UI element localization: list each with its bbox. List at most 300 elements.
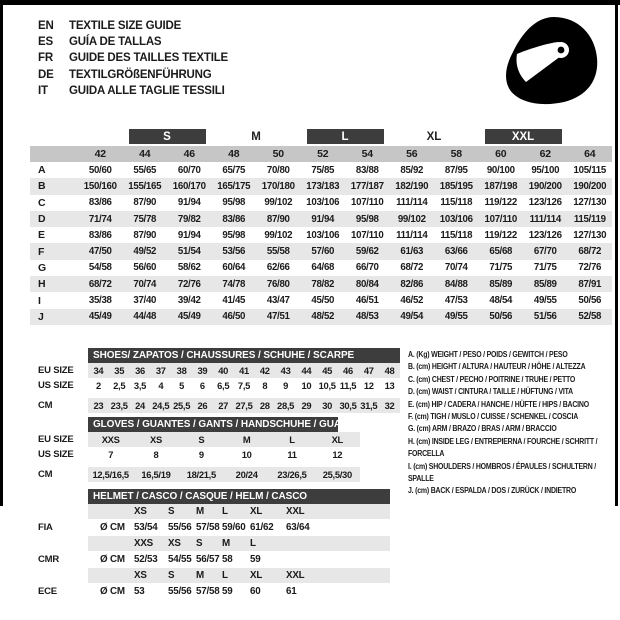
side-table-row — [38, 568, 390, 583]
side-table-cell: XS — [134, 570, 147, 581]
legend-entry: D. (cm) WAIST / CINTURA / TAILLE / HÜFTUNG / VITA — [408, 386, 573, 397]
size-band-s — [123, 129, 212, 144]
side-table-cell: L — [289, 434, 295, 445]
numeric-size-header-row — [30, 146, 612, 162]
measurement-row-d — [30, 211, 612, 227]
side-table-title-row — [38, 489, 390, 504]
side-table-cell: 7 — [108, 449, 114, 460]
side-table-row — [38, 432, 360, 447]
frame-left-line — [0, 0, 3, 506]
side-table-cell: 57/58 — [196, 586, 220, 597]
measurement-row-label: I — [38, 294, 41, 307]
measurement-value: 60/64 — [222, 262, 246, 274]
side-table-cell: 57/58 — [196, 522, 220, 533]
side-table-cell: 58 — [222, 554, 233, 565]
side-table-row-label: CM — [38, 469, 53, 480]
measurement-row-label: F — [38, 245, 45, 258]
side-table-row-label: FIA — [38, 522, 53, 533]
side-table-cell: XXL — [286, 506, 305, 517]
side-table-cell: 32 — [384, 400, 395, 411]
measurement-row-g — [30, 260, 612, 276]
side-table-cell: 9 — [198, 449, 204, 460]
measurement-value: 58/62 — [177, 262, 201, 274]
side-table-row-values — [88, 536, 390, 551]
measurement-value: 99/102 — [264, 229, 293, 241]
side-table-cell: 52/53 — [134, 554, 158, 565]
side-table-cell: 25,5/30 — [322, 469, 352, 480]
measurement-value: 68/72 — [578, 246, 602, 258]
size-band-label: XL — [426, 130, 442, 143]
measurement-value: 99/102 — [264, 197, 293, 209]
measurement-value: 107/110 — [351, 197, 384, 209]
side-table-cell: 35 — [114, 365, 125, 376]
size-band-label: M — [251, 130, 261, 143]
measurement-value: 170/180 — [261, 180, 295, 192]
size-band-xxl — [479, 129, 568, 144]
measurement-value: 91/94 — [177, 197, 201, 209]
measurement-value: 85/92 — [400, 164, 424, 176]
side-table-cell: 8 — [153, 449, 159, 460]
language-title: GUIDE DES TAILLES TEXTILE — [69, 52, 228, 65]
language-row-es — [38, 34, 228, 50]
side-table-cell: 53 — [134, 586, 145, 597]
measurement-value: 78/82 — [311, 278, 335, 290]
size-band-label: S — [129, 129, 206, 144]
side-table-cell: XS — [150, 434, 162, 445]
measurement-row-label: B — [38, 180, 46, 193]
side-table-cell: XL — [250, 506, 263, 517]
side-table-cell: 6,5 — [217, 380, 230, 391]
side-table-cell: 12 — [332, 449, 343, 460]
measurement-value: 87/90 — [133, 197, 157, 209]
numeric-size-label: 62 — [539, 148, 551, 160]
measurement-value: 111/114 — [529, 213, 561, 225]
side-table-row-values — [88, 519, 390, 536]
side-table-cell: 18/21,5 — [186, 469, 216, 480]
side-table-row — [38, 363, 400, 378]
measurement-value: 53/56 — [222, 246, 246, 258]
measurement-value: 75/85 — [311, 164, 335, 176]
side-table-cell: 4 — [158, 380, 164, 391]
side-table-cell: 63/64 — [286, 522, 310, 533]
measurement-value: 49/55 — [444, 311, 468, 323]
measurement-value: 90/100 — [486, 164, 515, 176]
language-code: FR — [38, 52, 53, 65]
side-table-cell: L — [222, 570, 228, 581]
measurement-value: 46/50 — [222, 311, 246, 323]
language-row-it — [38, 83, 228, 99]
measurement-value: 95/100 — [531, 164, 560, 176]
side-table-row — [38, 378, 400, 393]
language-title: TEXTILE SIZE GUIDE — [69, 20, 182, 32]
measurement-value: 74/78 — [222, 278, 246, 290]
measurement-value: 65/75 — [222, 164, 246, 176]
measurement-value: 119/122 — [484, 229, 517, 241]
side-table-cell: 60 — [250, 586, 261, 597]
measurement-value: 87/90 — [266, 213, 290, 225]
side-table-cell: XXS — [134, 538, 154, 549]
side-table-cell: Ø CM — [100, 522, 125, 533]
side-table-row-values — [88, 363, 400, 378]
side-table-cell: 12,5/16,5 — [92, 469, 129, 480]
measurement-row-label: A — [38, 164, 46, 177]
side-table-row-values — [88, 398, 400, 413]
numeric-size-label: 52 — [317, 148, 329, 160]
size-band-empty — [568, 129, 613, 144]
side-table-row-values — [88, 467, 360, 482]
side-table-row-label: ECE — [38, 586, 57, 597]
frame-top-bar — [0, 0, 620, 5]
measurement-value: 49/54 — [400, 311, 424, 323]
side-table-row — [38, 467, 360, 482]
side-table-cell: 26 — [197, 400, 208, 411]
side-table-cell: 8 — [262, 380, 268, 391]
measurement-value: 49/52 — [133, 246, 157, 258]
side-table-cell: S — [168, 570, 175, 581]
measurement-value: 127/130 — [573, 197, 607, 209]
numeric-size-label: 54 — [361, 148, 373, 160]
side-table-cell: 27,5 — [235, 400, 253, 411]
side-table-row-label: US SIZE — [38, 380, 74, 391]
side-table-cell: 56/57 — [196, 554, 220, 565]
racing-helmet-icon — [500, 14, 600, 115]
measurement-row-c — [30, 195, 612, 211]
measurement-value: 39/42 — [177, 295, 201, 307]
side-table-cell: 10,5 — [318, 380, 336, 391]
side-table-cell: Ø CM — [100, 586, 125, 597]
side-table-cell: 12 — [363, 380, 374, 391]
measurement-value: 68/72 — [400, 262, 424, 274]
side-table-cell: 9 — [283, 380, 289, 391]
side-table-cell: 61/62 — [250, 522, 274, 533]
numeric-size-label: 48 — [228, 148, 240, 160]
side-table-cell: 54/55 — [168, 554, 192, 565]
measurement-value: 83/86 — [88, 229, 112, 241]
measurement-value: 56/60 — [133, 262, 157, 274]
measurement-value: 70/74 — [444, 262, 468, 274]
side-table-cell: M — [242, 434, 251, 445]
numeric-size-label: 50 — [272, 148, 284, 160]
side-table-row-values — [88, 378, 400, 393]
measurement-value: 85/89 — [489, 278, 513, 290]
measurement-value: 50/56 — [489, 311, 513, 323]
side-table-cell: 48 — [384, 365, 395, 376]
measurement-value: 182/190 — [395, 180, 429, 192]
measurement-value: 66/70 — [355, 262, 379, 274]
side-table-cell: M — [196, 506, 204, 517]
legend-entry: C. (cm) CHEST / PECHO / POITRINE / TRUHE / PETTO — [408, 373, 576, 384]
measurement-value: 91/94 — [177, 229, 201, 241]
side-table-title: SHOES/ ZAPATOS / CHAUSSURES / SCHUHE / SCARPE — [88, 348, 400, 363]
side-table-cell: M — [196, 570, 204, 581]
measurement-value: 55/65 — [133, 164, 157, 176]
language-title: TEXTILGRÖßENFÜHRUNG — [69, 68, 212, 81]
band-spacer — [30, 129, 78, 144]
side-table-cell: 5 — [179, 380, 185, 391]
side-table-row-values — [88, 504, 390, 519]
measurement-value: 72/76 — [177, 278, 201, 290]
side-table-cell: 31,5 — [360, 400, 378, 411]
legend-entry: J. (cm) BACK / ESPALDA / DOS / ZURÜCK / INDIETRO — [408, 485, 577, 496]
measurement-value: 45/50 — [311, 295, 335, 307]
language-title: GUIDA ALLE TAGLIE TESSILI — [69, 84, 225, 97]
measurement-value: 99/102 — [397, 213, 426, 225]
measurement-value: 87/95 — [444, 164, 468, 176]
side-table-cell: 10 — [241, 449, 252, 460]
legend-entry: B. (cm) HEIGHT / ALTURA / HAUTEUR / HÖHE / ALTEZZA — [408, 361, 586, 372]
side-table-row-values — [88, 583, 390, 600]
measurement-value: 187/198 — [484, 180, 518, 192]
measurement-value: 48/52 — [311, 311, 335, 323]
measurement-value: 173/183 — [306, 180, 340, 192]
measurement-value: 59/62 — [355, 246, 379, 258]
legend-entry: A. (Kg) WEIGHT / PESO / POIDS / GEWITCH / PESO — [408, 349, 568, 359]
textile-size-table — [30, 129, 612, 325]
side-table-cell: 13 — [384, 380, 395, 391]
legend-entry: H. (cm) INSIDE LEG / ENTREPIERNA / FOURCHE / SCHRITT / FORCELLA — [408, 435, 598, 459]
side-table-cell: 61 — [286, 586, 297, 597]
measurement-value: 111/114 — [396, 229, 428, 241]
measurement-value: 160/170 — [172, 180, 206, 192]
measurement-value: 47/50 — [88, 246, 112, 258]
side-table-cell: 29 — [301, 400, 312, 411]
side-table-row-values — [88, 568, 390, 583]
numeric-size-label: 42 — [94, 148, 106, 160]
measurement-value: 71/75 — [489, 262, 513, 274]
measurement-value: 83/86 — [222, 213, 246, 225]
side-table-cell: 24 — [135, 400, 145, 411]
side-table-cell: 59 — [250, 554, 261, 565]
language-title: GUÍA DE TALLAS — [69, 36, 162, 49]
side-table-cell: 53/54 — [134, 522, 158, 533]
measurement-value: 103/106 — [306, 197, 340, 209]
legend-entry: E. (cm) HIP / CADERA / HANCHE / HÜFTE / HIPS / BACINO — [408, 398, 589, 409]
side-table-cell: 11 — [287, 449, 297, 460]
measurement-row-a — [30, 162, 612, 178]
side-table-cell: 36 — [135, 365, 145, 376]
measurement-value: 47/51 — [266, 311, 290, 323]
side-table-cell: 10 — [301, 380, 312, 391]
side-table-cell: 34 — [93, 365, 104, 376]
side-table-row-values — [88, 551, 390, 568]
side-table-row-values — [88, 447, 360, 462]
measurement-value: 37/40 — [133, 295, 157, 307]
language-row-de — [38, 67, 228, 83]
measurement-value: 82/86 — [400, 278, 424, 290]
measurement-value: 45/49 — [177, 311, 201, 323]
side-table-title-row — [38, 417, 360, 432]
side-table-row — [38, 551, 390, 568]
size-band-empty — [78, 129, 123, 144]
side-table-cell: 23,5 — [110, 400, 128, 411]
measurement-row-h — [30, 276, 612, 292]
numeric-size-label: 44 — [139, 148, 151, 160]
measurement-value: 72/76 — [578, 262, 602, 274]
side-table-cell: XL — [250, 570, 263, 581]
measurement-value: 79/82 — [177, 213, 201, 225]
measurement-row-j — [30, 309, 612, 325]
measurement-value: 115/119 — [573, 213, 606, 225]
side-table-row-label: CM — [38, 400, 53, 411]
measurement-value: 67/70 — [533, 246, 557, 258]
measurement-value: 165/175 — [217, 180, 251, 192]
measurement-value: 76/80 — [266, 278, 290, 290]
side-table-cell: 43 — [280, 365, 291, 376]
size-band-m — [212, 129, 301, 144]
side-table-cell: 44 — [301, 365, 312, 376]
language-code: EN — [38, 20, 54, 32]
measurement-value: 48/54 — [489, 295, 513, 307]
side-table-row — [38, 504, 390, 519]
side-table-cell: 30,5 — [339, 400, 357, 411]
measurement-row-label: G — [38, 261, 47, 274]
measurement-value: 50/56 — [578, 295, 602, 307]
measurement-value: 64/68 — [311, 262, 335, 274]
measurement-row-b — [30, 178, 612, 194]
language-row-en — [38, 18, 228, 34]
measurement-value: 54/58 — [88, 262, 112, 274]
measurement-value: 84/88 — [444, 278, 468, 290]
side-table-cell: 42 — [259, 365, 270, 376]
gloves-size-table — [38, 417, 360, 482]
side-table-cell: 59/60 — [222, 522, 246, 533]
measurement-value: 155/165 — [128, 180, 162, 192]
measurement-row-e — [30, 227, 612, 243]
measurement-value: 61/63 — [400, 246, 424, 258]
measurement-value: 95/98 — [355, 213, 379, 225]
measurement-value: 85/89 — [533, 278, 557, 290]
measurement-value: 107/110 — [351, 229, 384, 241]
side-table-row — [38, 536, 390, 551]
measurement-value: 71/75 — [533, 262, 557, 274]
side-table-cell: 39 — [197, 365, 208, 376]
side-table-title: GLOVES / GUANTES / GANTS / HANDSCHUHE / GUANTI — [88, 417, 338, 432]
measurement-value: 83/86 — [88, 197, 112, 209]
measurement-value: 75/78 — [133, 213, 157, 225]
measurement-row-i — [30, 292, 612, 308]
side-table-cell: XS — [134, 506, 147, 517]
measurement-value: 62/66 — [266, 262, 290, 274]
measurement-row-label: E — [38, 229, 46, 242]
measurement-value: 111/114 — [396, 197, 428, 209]
measurement-value: 51/54 — [177, 246, 201, 258]
measurement-value: 190/200 — [528, 180, 562, 192]
measurement-value: 190/200 — [573, 180, 607, 192]
measurement-value: 107/110 — [484, 213, 517, 225]
measurement-value: 51/56 — [533, 311, 557, 323]
side-table-cell: 45 — [322, 365, 333, 376]
side-table-row-label: EU SIZE — [38, 365, 74, 376]
measurement-value: 46/51 — [355, 295, 379, 307]
measurement-value: 70/80 — [266, 164, 290, 176]
side-table-cell: 28,5 — [277, 400, 295, 411]
measurement-row-label: J — [38, 310, 44, 323]
measurement-row-label: C — [38, 196, 46, 209]
side-table-row-label: EU SIZE — [38, 434, 74, 445]
side-table-cell: 55/56 — [168, 586, 192, 597]
measurement-value: 127/130 — [573, 229, 607, 241]
side-table-cell: 3,5 — [133, 380, 147, 391]
side-table-cell: S — [198, 434, 205, 445]
shoes-size-table — [38, 348, 400, 413]
measurement-value: 87/91 — [578, 278, 602, 290]
side-table-cell: 47 — [363, 365, 374, 376]
measurement-value: 87/90 — [133, 229, 157, 241]
language-code: IT — [38, 84, 48, 97]
side-table-cell: 23 — [93, 400, 104, 411]
side-table-row — [38, 519, 390, 536]
measurement-value: 52/58 — [578, 311, 602, 323]
measurement-value: 95/98 — [222, 229, 246, 241]
size-band-label: L — [307, 129, 384, 144]
measurement-value: 55/58 — [266, 246, 290, 258]
measurement-value: 95/98 — [222, 197, 246, 209]
side-table-cell: 41 — [239, 365, 249, 376]
size-band-xl — [390, 129, 479, 144]
size-band-l — [301, 129, 390, 144]
legend-entry: F. (cm) TIGH / MUSLO / CUISSE / SCHENKEL / COSCIA — [408, 411, 579, 422]
side-table-row — [38, 583, 390, 600]
language-code: DE — [38, 68, 54, 81]
side-table-cell: XL — [331, 434, 343, 445]
side-table-cell: S — [168, 506, 175, 517]
numeric-size-label: 60 — [495, 148, 507, 160]
side-table-title: HELMET / CASCO / CASQUE / HELM / CASCO — [88, 489, 390, 504]
side-table-row — [38, 447, 360, 462]
side-table-cell: 25,5 — [173, 400, 191, 411]
language-list — [38, 18, 228, 99]
measurement-value: 70/74 — [133, 278, 157, 290]
side-table-cell: 2,5 — [113, 380, 126, 391]
measurement-row-f — [30, 243, 612, 259]
language-code: ES — [38, 36, 53, 49]
measurement-value: 150/160 — [83, 180, 117, 192]
side-table-cell: L — [250, 538, 256, 549]
frame-right-line — [615, 0, 618, 506]
measurement-value: 105/115 — [573, 164, 606, 176]
language-row-fr — [38, 50, 228, 66]
side-table-cell: 37 — [155, 365, 166, 376]
side-table-cell: 30 — [322, 400, 333, 411]
side-table-cell: 7,5 — [237, 380, 251, 391]
numeric-size-label: 58 — [450, 148, 462, 160]
measurement-value: 71/74 — [88, 213, 112, 225]
side-table-cell: XS — [168, 538, 181, 549]
side-table-cell: 55/56 — [168, 522, 192, 533]
side-table-cell: 28 — [259, 400, 270, 411]
measurement-value: 60/70 — [177, 164, 201, 176]
side-table-cell: 23/26,5 — [277, 469, 307, 480]
size-band-row — [30, 129, 612, 144]
legend-entry: G. (cm) ARM / BRAZO / BRAS / ARM / BRACCIO — [408, 423, 557, 434]
side-table-row-values — [88, 432, 360, 447]
measurement-value: 83/88 — [355, 164, 379, 176]
measurement-value: 119/122 — [484, 197, 517, 209]
measurement-value: 177/187 — [350, 180, 384, 192]
numeric-size-label: 56 — [406, 148, 418, 160]
measurement-value: 185/195 — [439, 180, 473, 192]
measurement-value: 68/72 — [88, 278, 112, 290]
measurement-value: 123/126 — [528, 229, 562, 241]
side-table-cell: 6 — [199, 380, 205, 391]
legend-entry: I. (cm) SHOULDERS / HOMBROS / ÉPAULES / SCHULTERN / SPALLE — [408, 460, 597, 484]
measurement-value: 57/60 — [311, 246, 335, 258]
measurement-value: 103/106 — [306, 229, 340, 241]
side-table-cell: 40 — [218, 365, 229, 376]
side-table-cell: 16,5/19 — [141, 469, 171, 480]
measurement-value: 46/52 — [400, 295, 424, 307]
side-table-cell: 2 — [95, 380, 101, 391]
